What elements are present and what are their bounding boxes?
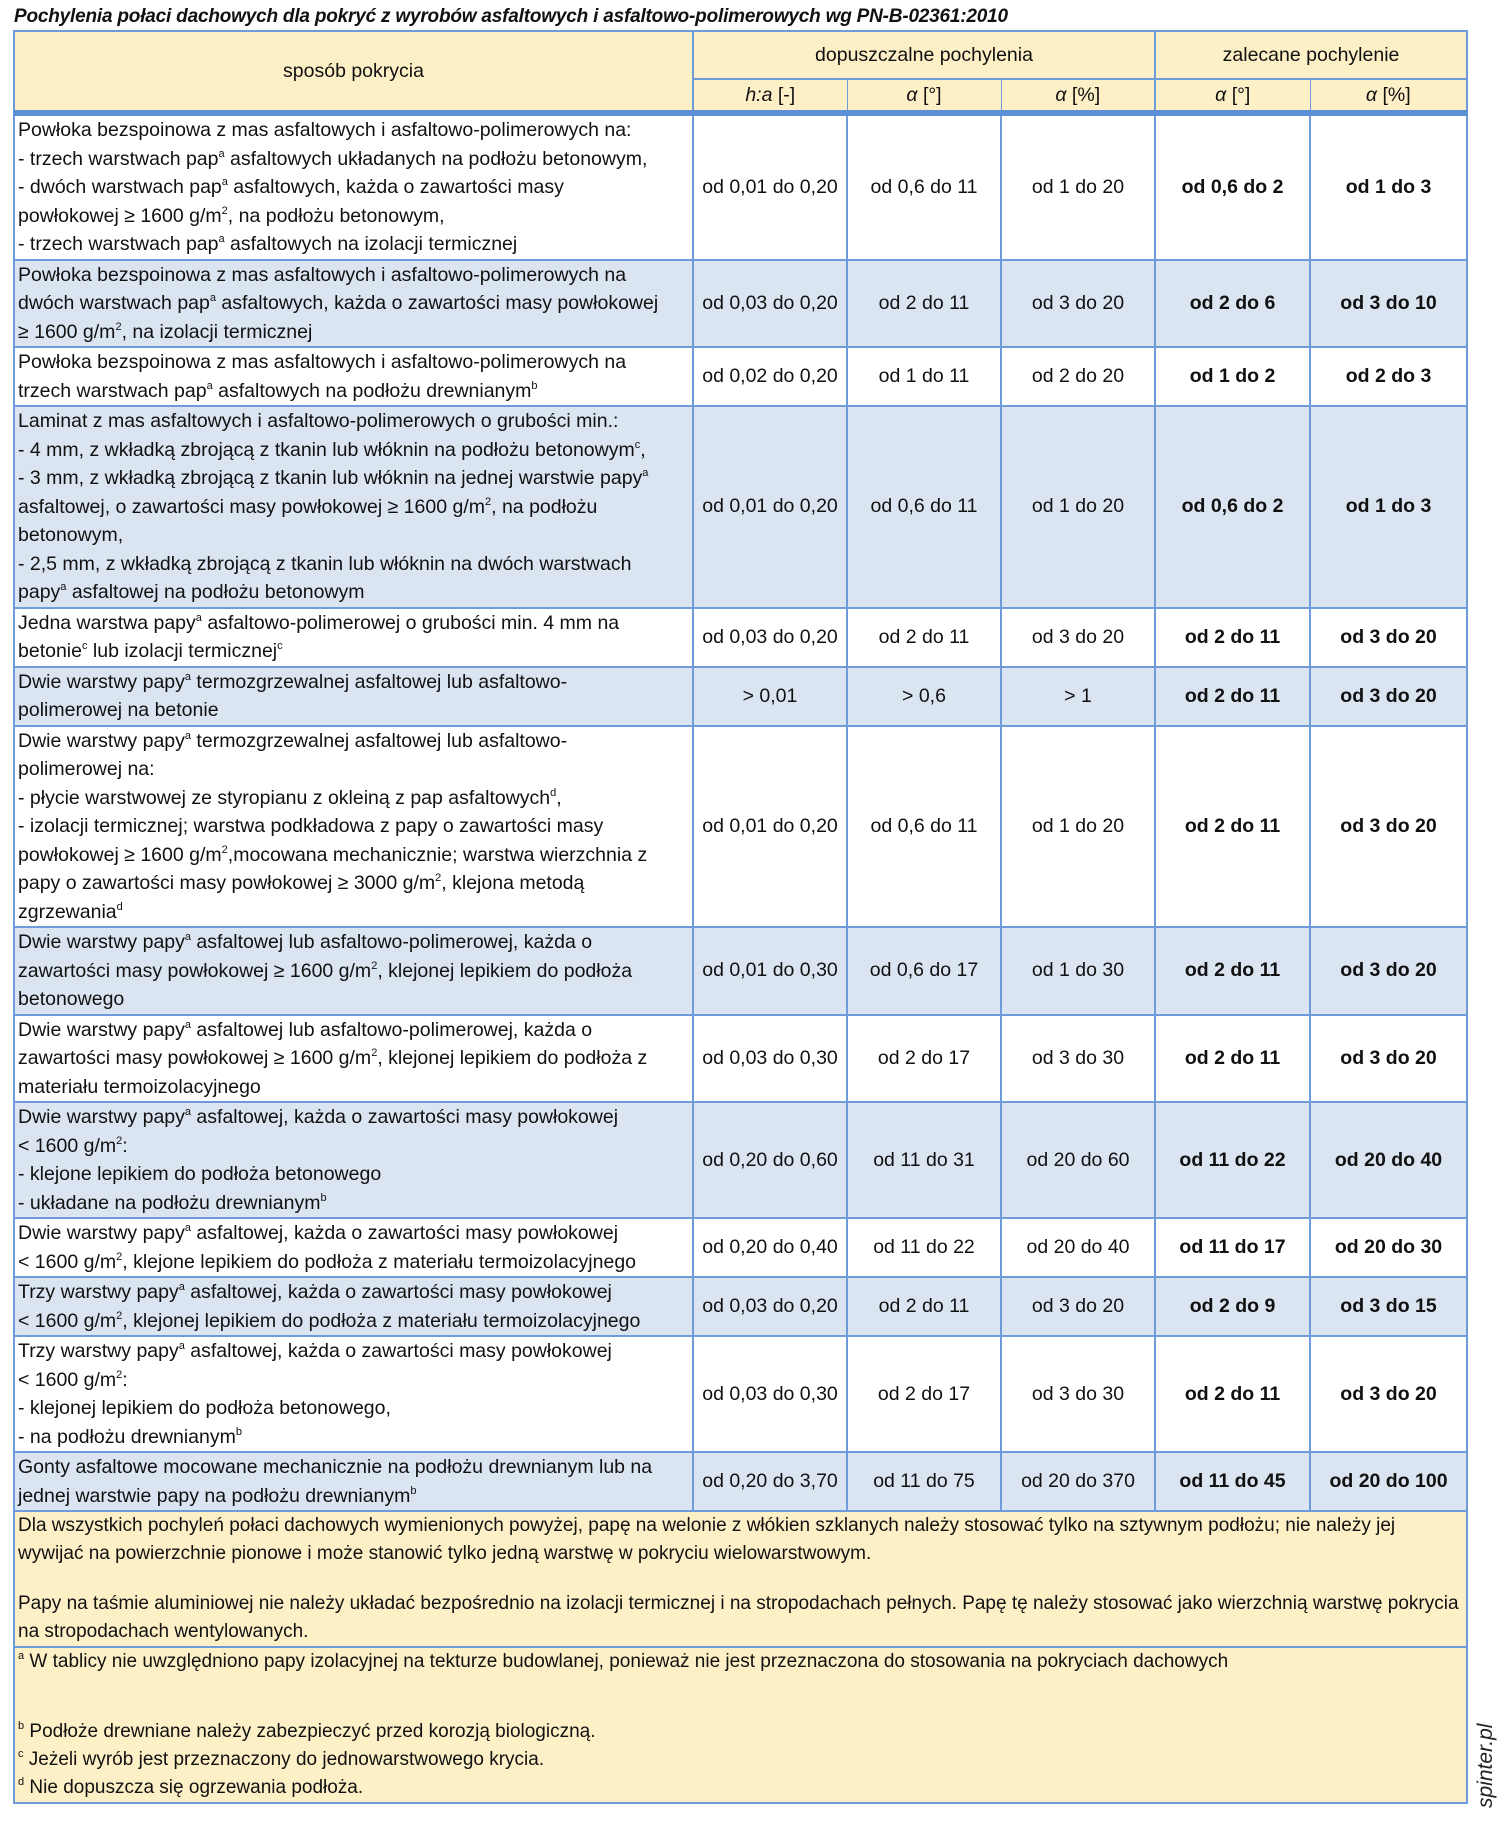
footnote-ref: 2 (221, 204, 228, 217)
table-row (14, 1336, 1467, 1452)
allowed-percent: od 1 do 20 (1001, 406, 1155, 608)
table-row (14, 1015, 1467, 1103)
allowed-degrees: od 11 do 22 (847, 1218, 1001, 1277)
allowed-ha-ratio: od 0,01 do 0,20 (693, 113, 847, 260)
recommended-percent: od 20 do 40 (1310, 1102, 1467, 1218)
footnote-ref: a (184, 1222, 192, 1234)
header-allowed-degrees: α [°] (847, 79, 1001, 113)
allowed-degrees: od 2 do 17 (847, 1015, 1001, 1103)
header-allowed-slopes: dopuszczalne pochylenia (693, 31, 1155, 79)
recommended-percent: od 3 do 20 (1310, 1015, 1467, 1103)
header-allowed-percent: α [%] (1001, 79, 1155, 113)
footnote-ref: a (184, 1106, 192, 1118)
recommended-degrees: od 2 do 9 (1155, 1277, 1310, 1336)
allowed-ha-ratio: od 0,01 do 0,20 (693, 726, 847, 928)
recommended-percent: od 20 do 30 (1310, 1218, 1467, 1277)
allowed-ha-ratio: od 0,03 do 0,20 (693, 260, 847, 348)
footnote-ref: a (195, 611, 202, 624)
footnote-ref: b (410, 1484, 417, 1497)
allowed-percent: > 1 (1001, 667, 1155, 726)
allowed-percent: od 2 do 20 (1001, 347, 1155, 406)
header-recommended-percent: α [%] (1310, 79, 1467, 113)
slope-table (13, 30, 1468, 1804)
allowed-ha-ratio: od 0,03 do 0,20 (693, 1277, 847, 1336)
allowed-degrees: od 11 do 31 (847, 1102, 1001, 1218)
footnote-ref: 2 (116, 1309, 123, 1322)
table-row (14, 667, 1467, 726)
allowed-degrees: od 1 do 11 (847, 347, 1001, 406)
header-recommended-slope: zalecane pochylenie (1155, 31, 1467, 79)
allowed-degrees: > 0,6 (847, 667, 1001, 726)
footnote-ref: 2 (371, 1047, 378, 1059)
note-fiberglass: Dla wszystkich pochyleń połaci dachowych wymienionych powyżej, papę na welonie z włókien szklanych należy stosować tylko na sztywnym podłożu; nie należy jej wywijać na powierzchnie pionowe i może stanowić tylko jedną warstwę w pokryciu wielowarstwowym. (18, 1515, 1396, 1564)
allowed-ha-ratio: od 0,03 do 0,30 (693, 1336, 847, 1452)
footnote-ref: a (221, 176, 228, 188)
recommended-degrees: od 0,6 do 2 (1155, 113, 1310, 260)
allowed-percent: od 1 do 30 (1001, 927, 1155, 1015)
footnote-ref: b (320, 1191, 327, 1204)
allowed-ha-ratio: od 0,01 do 0,30 (693, 927, 847, 1015)
recommended-percent: od 3 do 20 (1310, 667, 1467, 726)
table-row (14, 260, 1467, 348)
table-row (14, 1277, 1467, 1336)
allowed-percent: od 3 do 30 (1001, 1336, 1155, 1452)
footnote-ref: 2 (435, 872, 442, 884)
footnote-ref: a (184, 1018, 192, 1031)
coverage-method: Dwie warstwy papy$^a$ asfaltowej lub asfaltowo-polimerowej, każda o zawartości masy powłokowej ≥ 1600 $g/m^2$, klejonej lepikiem do podłoża betonowego (14, 927, 693, 1015)
header-ha-ratio: h:a [-] (693, 79, 847, 113)
table-row (14, 1218, 1467, 1277)
table-row (14, 608, 1467, 667)
footnote-ref: c (634, 438, 641, 451)
allowed-ha-ratio: od 0,02 do 0,20 (693, 347, 847, 406)
table-row (14, 347, 1467, 406)
coverage-method: Laminat z mas asfaltowych i asfaltowo-polimerowych o grubości min.: - 4 mm, z wkładką zbrojącą z tkanin lub włóknin na podłożu betonowym$^c$, - 3 mm, z wkładką zbrojącą z tkanin lub włóknin na jednej warstwie papy$^a$ asfaltowej, o zawartości masy powłokowej ≥ 1600 $g/m^2$, na podłożu betonowym, - 2,5 mm, z wkładką zbrojącą z tkanin lub włóknin na dwóch warstwach papy$^a$ asfaltowej na podłożu betonowym (14, 406, 693, 608)
recommended-percent: od 1 do 3 (1310, 113, 1467, 260)
allowed-percent: od 1 do 20 (1001, 726, 1155, 928)
recommended-degrees: od 0,6 do 2 (1155, 406, 1310, 608)
recommended-degrees: od 2 do 11 (1155, 1336, 1310, 1452)
footnote-ref: a (218, 233, 225, 245)
coverage-method: Dwie warstwy papy$^a$ termozgrzewalnej asfaltowej lub asfaltowo- polimerowej na: - płycie warstwowej ze styropianu z okleiną z pap asfaltowych$^d$, - izolacji termicznej; warstwa podkładowa z papy o zawartości masy powłokowej ≥ 1600 $g/m^2,mocowana$ mechanicznie; warstwa wierzchnia z papy o zawartości masy powłokowej ≥ 3000 $g/m^2$, klejona metodą zgrzewania$^d$ (14, 726, 693, 928)
allowed-percent: od 20 do 40 (1001, 1218, 1155, 1277)
footnote-a: $^a$ W tablicy nie uwzględniono papy izolacyjnej na tekturze budowlanej, ponieważ nie jest przeznaczona do stosowania na pokryciach dachowych (18, 1650, 1229, 1672)
recommended-percent: od 3 do 15 (1310, 1277, 1467, 1336)
recommended-degrees: od 2 do 11 (1155, 667, 1310, 726)
footnote-ref: a (60, 581, 67, 593)
table-row (14, 1452, 1467, 1511)
allowed-degrees: od 0,6 do 11 (847, 726, 1001, 928)
footnote-ref: a (642, 467, 649, 479)
allowed-ha-ratio: od 0,20 do 3,70 (693, 1452, 847, 1511)
recommended-percent: od 3 do 20 (1310, 608, 1467, 667)
footnote-ref: b (531, 379, 538, 392)
coverage-method: Dwie warstwy papy$^a$ asfaltowej, każda o zawartości masy powłokowej < 1600 $g/m^2$, klejone lepikiem do podłoża z materiału termoizolacyjnego (14, 1218, 693, 1277)
recommended-degrees: od 11 do 45 (1155, 1452, 1310, 1511)
recommended-degrees: od 2 do 11 (1155, 1015, 1310, 1103)
footnote-ref: 2 (371, 959, 378, 972)
table-row (14, 1102, 1467, 1218)
allowed-degrees: od 0,6 do 11 (847, 113, 1001, 260)
table-row (14, 113, 1467, 260)
recommended-percent: od 3 do 10 (1310, 260, 1467, 348)
header-row-group (14, 31, 1467, 79)
footnote-ref: c (81, 640, 88, 652)
coverage-method: Dwie warstwy papy$^a$ asfaltowej lub asfaltowo-polimerowej, każda o zawartości masy powłokowej ≥ 1600 $g/m^2$, klejonej lepikiem do podłoża z materiału termoizolacyjnego (14, 1015, 693, 1103)
notes-row (14, 1511, 1467, 1647)
allowed-percent: od 20 do 370 (1001, 1452, 1155, 1511)
footnote-ref: a (218, 147, 225, 160)
recommended-percent: od 3 do 20 (1310, 927, 1467, 1015)
allowed-percent: od 20 do 60 (1001, 1102, 1155, 1218)
allowed-degrees: od 11 do 75 (847, 1452, 1001, 1511)
allowed-percent: od 1 do 20 (1001, 113, 1155, 260)
recommended-degrees: od 2 do 11 (1155, 927, 1310, 1015)
footnote-ref: 2 (116, 1368, 123, 1381)
footnote-ref: a (178, 1281, 185, 1293)
footnote-ref: d (116, 900, 123, 913)
footnote-c: $^c$ Jeżeli wyrób jest przeznaczony do jednowarstwowego krycia. (18, 1748, 545, 1770)
table-row (14, 726, 1467, 928)
coverage-method: Trzy warstwy papy$^a$ asfaltowej, każda o zawartości masy powłokowej < 1600 $g/m^2$, klejonej lepikiem do podłoża z materiału termoizolacyjnego (14, 1277, 693, 1336)
coverage-method: Powłoka bezspoinowa z mas asfaltowych i asfaltowo-polimerowych na dwóch warstwach pap$^a$ asfaltowych, każda o zawartości masy powłokowej ≥ 1600 $g/m^2$, na izolacji termicznej (14, 260, 693, 348)
footnote-ref: a (184, 729, 192, 742)
allowed-degrees: od 0,6 do 11 (847, 406, 1001, 608)
watermark: spinter.pl (1474, 1723, 1497, 1808)
footnote-ref: a (184, 670, 192, 683)
recommended-percent: od 2 do 3 (1310, 347, 1467, 406)
coverage-method: Trzy warstwy papy$^a$ asfaltowej, każda o zawartości masy powłokowej < 1600 $g/m^2$: - klejonej lepikiem do podłoża betonowego, - na podłożu drewnianym$^b$ (14, 1336, 693, 1452)
coverage-method: Dwie warstwy papy$^a$ asfaltowej, każda o zawartości masy powłokowej < 1600 $g/m^2$: - klejone lepikiem do podłoża betonowego - układane na podłożu drewnianym$^b$ (14, 1102, 693, 1218)
footnotes (14, 1647, 1467, 1803)
recommended-degrees: od 2 do 11 (1155, 608, 1310, 667)
footnotes-row (14, 1647, 1467, 1803)
allowed-ha-ratio: od 0,03 do 0,30 (693, 1015, 847, 1103)
recommended-degrees: od 11 do 17 (1155, 1218, 1310, 1277)
allowed-percent: od 3 do 20 (1001, 608, 1155, 667)
allowed-ha-ratio: od 0,20 do 0,60 (693, 1102, 847, 1218)
allowed-percent: od 3 do 20 (1001, 260, 1155, 348)
allowed-degrees: od 2 do 11 (847, 1277, 1001, 1336)
recommended-percent: od 3 do 20 (1310, 726, 1467, 928)
footnote-b: $^b$ Podłoże drewniane należy zabezpieczyć przed korozją biologiczną. (18, 1720, 596, 1742)
footnote-ref: b (235, 1425, 242, 1438)
footnote-ref: 2 (116, 1250, 123, 1263)
allowed-degrees: od 2 do 11 (847, 608, 1001, 667)
coverage-method: Jedna warstwa papy$^a$ asfaltowo-polimerowej o grubości min. 4 mm na betonie$^c$ lub izolacji termicznej$^c$ (14, 608, 693, 667)
allowed-degrees: od 2 do 17 (847, 1336, 1001, 1452)
footnote-d: $^d$ Nie dopuszcza się ogrzewania podłoża. (18, 1776, 364, 1798)
coverage-method: Powłoka bezspoinowa z mas asfaltowych i asfaltowo-polimerowych na trzech warstwach pap$^a$ asfaltowych na podłożu drewnianym$^b$ (14, 347, 693, 406)
footnote-ref: a (206, 379, 213, 392)
header-method: sposób pokrycia (14, 31, 693, 113)
recommended-percent: od 3 do 20 (1310, 1336, 1467, 1452)
recommended-percent: od 1 do 3 (1310, 406, 1467, 608)
allowed-degrees: od 2 do 11 (847, 260, 1001, 348)
footnote-ref: 2 (485, 495, 492, 508)
table-body (14, 113, 1467, 1511)
recommended-degrees: od 1 do 2 (1155, 347, 1310, 406)
recommended-percent: od 20 do 100 (1310, 1452, 1467, 1511)
footnote-ref: d (550, 786, 557, 799)
allowed-ha-ratio: > 0,01 (693, 667, 847, 726)
coverage-method: Dwie warstwy papy$^a$ termozgrzewalnej asfaltowej lub asfaltowo- polimerowej na betonie (14, 667, 693, 726)
recommended-degrees: od 2 do 11 (1155, 726, 1310, 928)
allowed-percent: od 3 do 30 (1001, 1015, 1155, 1103)
general-notes (14, 1511, 1467, 1647)
footnote-ref: 2 (116, 1134, 123, 1147)
coverage-method: Powłoka bezspoinowa z mas asfaltowych i asfaltowo-polimerowych na: - trzech warstwach pap$^a$ asfaltowych układanych na podłożu betonowym, - dwóch warstwach pap$^a$ asfaltowych, każda o zawartości masy powłokowej ≥ 1600 $g/m^2$, na podłożu betonowym, - trzech warstwach pap$^a$ asfaltowych na izolacji termicznej (14, 113, 693, 260)
allowed-ha-ratio: od 0,03 do 0,20 (693, 608, 847, 667)
footnote-ref: 2 (221, 843, 228, 856)
footnote-ref: a (209, 292, 216, 304)
header-recommended-degrees: α [°] (1155, 79, 1310, 113)
note-aluminium: Papy na taśmie aluminiowej nie należy układać bezpośrednio na izolacji termicznej i na stropodachach pełnych. Papę tę należy stosować jako wierzchnią warstwę pokrycia na stropodachach wentylowanych. (18, 1593, 1459, 1642)
table-title: Pochylenia połaci dachowych dla pokryć z wyrobów asfaltowych i asfaltowo-polimerowych wg PN-B-02361:2010 (14, 6, 1008, 27)
footnote-ref: a (178, 1340, 185, 1352)
footnote-ref: a (184, 931, 192, 943)
table-row (14, 927, 1467, 1015)
recommended-degrees: od 2 do 6 (1155, 260, 1310, 348)
allowed-percent: od 3 do 20 (1001, 1277, 1155, 1336)
coverage-method: Gonty asfaltowe mocowane mechanicznie na podłożu drewnianym lub na jednej warstwie papy na podłożu drewnianym$^b$ (14, 1452, 693, 1511)
recommended-degrees: od 11 do 22 (1155, 1102, 1310, 1218)
allowed-ha-ratio: od 0,01 do 0,20 (693, 406, 847, 608)
allowed-degrees: od 0,6 do 17 (847, 927, 1001, 1015)
table-row (14, 406, 1467, 608)
footnote-ref: c (277, 640, 283, 652)
allowed-ha-ratio: od 0,20 do 0,40 (693, 1218, 847, 1277)
footnote-ref: 2 (115, 320, 122, 333)
